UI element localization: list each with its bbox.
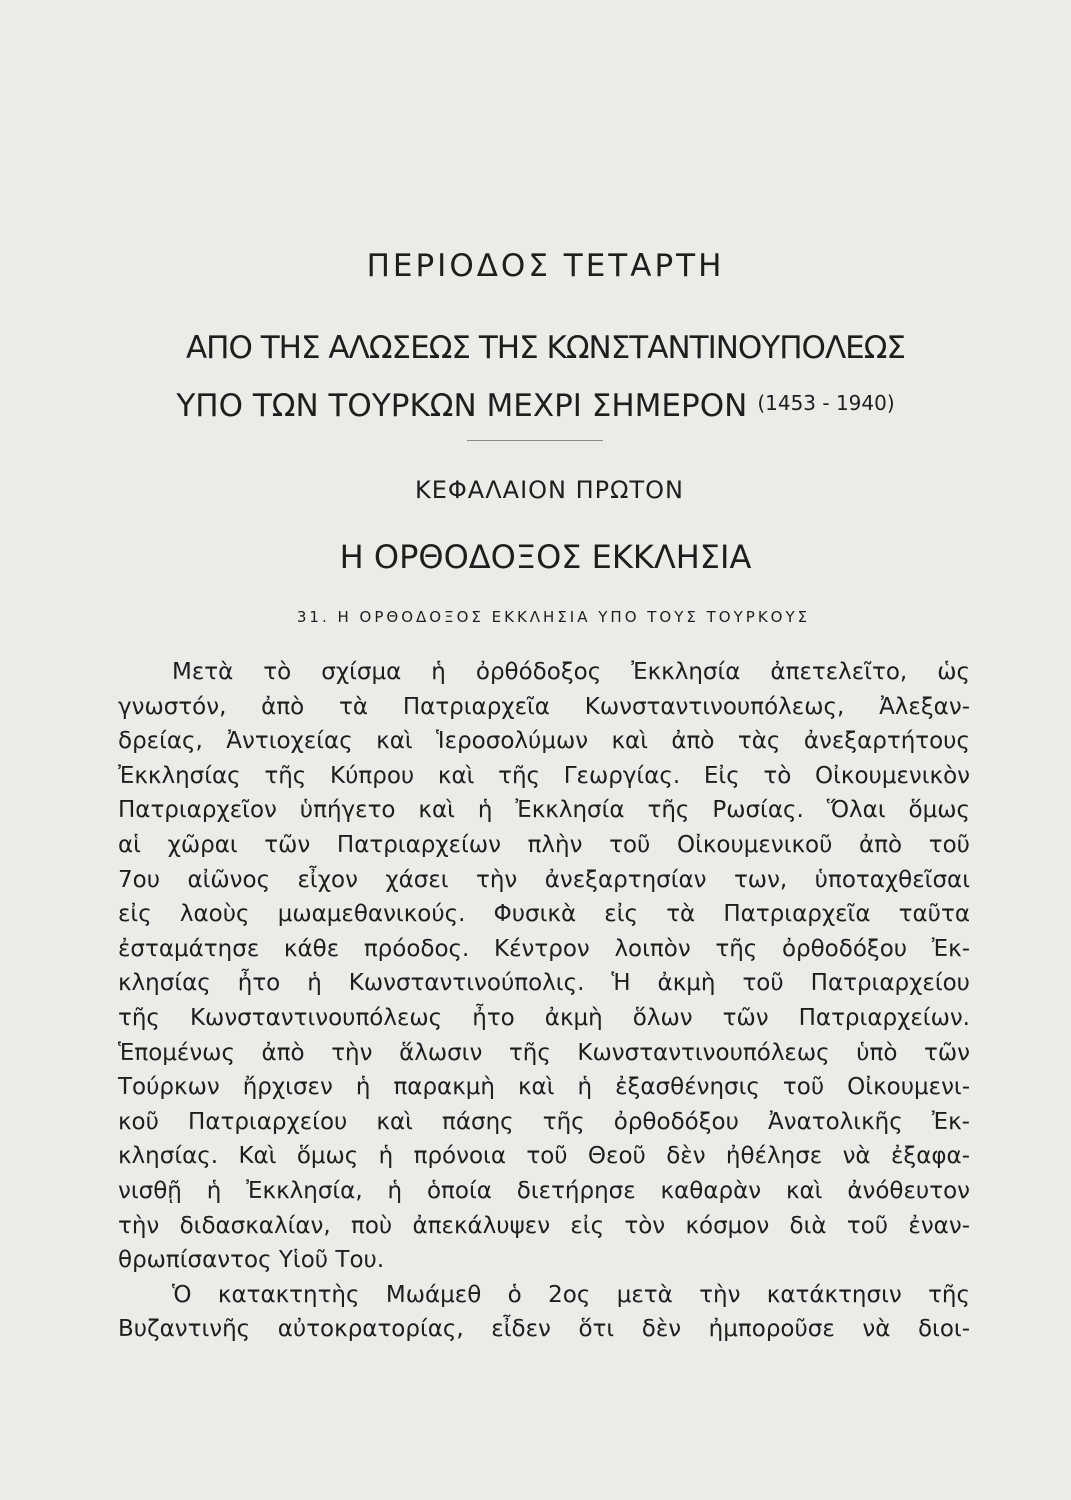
body-line: Ὁ κατακτητὴς Μωάμεθ ὁ 2ος μετὰ τὴν κατάκτησιν τῆς (172, 1281, 970, 1308)
body-line: Τούρκων ἤρχισεν ἡ παρακμὴ καὶ ἡ ἐξασθένησις τοῦ Οἰκουμενι- (118, 1074, 970, 1101)
body-line: Πατριαρχεῖον ὑπήγετο καὶ ἡ Ἐκκλησία τῆς Ρωσίας. Ὅλαι ὅμως (118, 797, 970, 824)
chapter-title: Η ΟΡΘΟΔΟΞΟΣ ΕΚΚΛΗΣΙΑ (339, 538, 752, 576)
body-line: ἐσταμάτησε κάθε πρόοδος. Κέντρον λοιπὸν τῆς ὀρθοδόξου Ἐκ- (118, 935, 970, 962)
chapter-label: ΚΕΦΑΛΑΙΟΝ ΠΡΩΤΟΝ (415, 476, 684, 504)
body-line: θρωπίσαντος Υἱοῦ Του. (118, 1247, 385, 1274)
body-line: 7ου αἰῶνος εἶχον χάσει τὴν ἀνεξαρτησίαν των, ὑποταχθεῖσαι (118, 866, 970, 893)
body-line: τὴν διδασκαλίαν, ποὺ ἀπεκάλυψεν εἰς τὸν κόσμον διὰ τοῦ ἐναν- (118, 1212, 970, 1239)
body-line: κλησίας ἦτο ἡ Κωνσταντινούπολις. Ἡ ἀκμὴ τοῦ Πατριαρχείου (118, 970, 970, 997)
body-line: δρείας, Ἀντιοχείας καὶ Ἱεροσολύμων καὶ ἀπὸ τὰς ἀνεξαρτήτους (118, 728, 970, 755)
body-line: Ἐκκλησίας τῆς Κύπρου καὶ τῆς Γεωργίας. Εἰς τὸ Οἰκουμενικὸν (118, 762, 970, 789)
body-text (118, 655, 970, 1347)
body-line: εἰς λαοὺς μωαμεθανικούς. Φυσικὰ εἰς τὰ Πατριαρχεῖα ταῦτα (118, 901, 970, 928)
subtitle-line-2 (0, 388, 1071, 424)
period-title: ΠΕΡΙΟΔΟΣ ΤΕΤΑΡΤΗ (366, 248, 725, 284)
divider (467, 440, 603, 441)
body-line: αἱ χῶραι τῶν Πατριαρχείων πλὴν τοῦ Οἰκουμενικοῦ ἀπὸ τοῦ (118, 831, 970, 858)
subtitle-years: (1453 - 1940) (757, 391, 895, 415)
subtitle-line-2-text: ΥΠΟ ΤΩΝ ΤΟΥΡΚΩΝ ΜΕΧΡΙ ΣΗΜΕΡΟΝ (176, 388, 748, 424)
body-line: κλησίας. Καὶ ὅμως ἡ πρόνοια τοῦ Θεοῦ δὲν ἠθέλησε νὰ ἐξαφα- (118, 1143, 970, 1170)
body-line: τῆς Κωνσταντινουπόλεως ἦτο ἀκμὴ ὅλων τῶν Πατριαρχείων. (118, 1004, 970, 1031)
body-line: νισθῇ ἡ Ἐκκλησία, ἡ ὁποία διετήρησε καθαρὰν καὶ ἀνόθευτον (118, 1177, 970, 1204)
section-heading: 31. Η ΟΡΘΟΔΟΞΟΣ ΕΚΚΛΗΣΙΑ ΥΠΟ ΤΟΥΣ ΤΟΥΡΚΟΥΣ (296, 608, 811, 626)
body-line: Ἑπομένως ἀπὸ τὴν ἅλωσιν τῆς Κωνσταντινουπόλεως ὑπὸ τῶν (118, 1039, 970, 1066)
body-line: Βυζαντινῆς αὐτοκρατορίας, εἶδεν ὅτι δὲν ἠμποροῦσε νὰ διοι- (118, 1316, 970, 1343)
body-line: γνωστόν, ἀπὸ τὰ Πατριαρχεῖα Κωνσταντινουπόλεως, Ἀλεξαν- (118, 693, 970, 720)
body-line: κοῦ Πατριαρχείου καὶ πάσης τῆς ὀρθοδόξου Ἀνατολικῆς Ἐκ- (118, 1108, 970, 1135)
body-line: Μετὰ τὸ σχίσμα ἡ ὀρθόδοξος Ἐκκλησία ἀπετελεῖτο, ὡς (172, 659, 970, 685)
subtitle-line-1: ΑΠΟ ΤΗΣ ΑΛΩΣΕΩΣ ΤΗΣ ΚΩΝΣΤΑΝΤΙΝΟΥΠΟΛΕΩΣ (185, 330, 906, 366)
